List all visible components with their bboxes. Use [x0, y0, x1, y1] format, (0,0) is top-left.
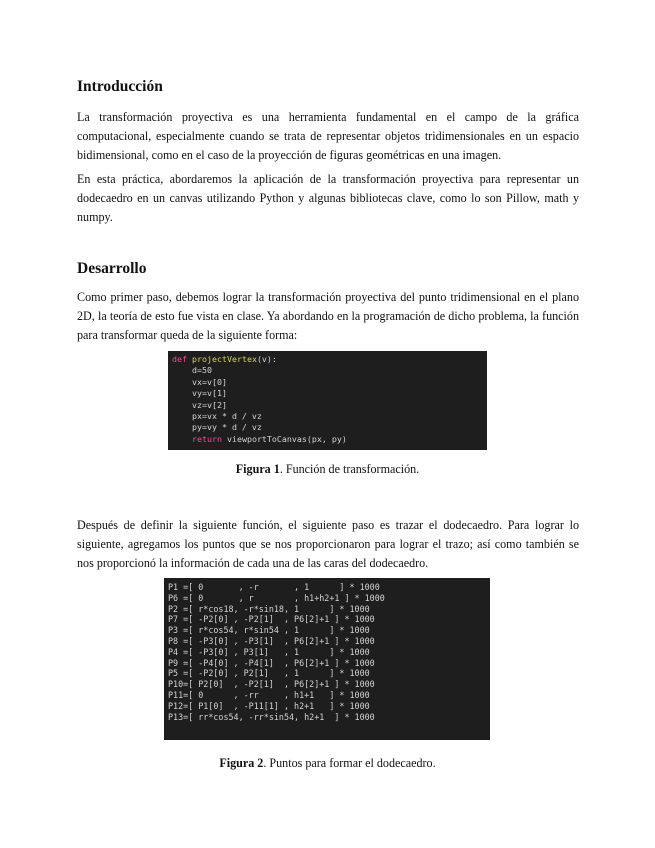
caption-label: Figura 2: [219, 756, 264, 770]
desarrollo-paragraph-2: Después de definir la siguiente función, el siguiente paso es trazar el dodecaedro. Para lograr lo siguiente, agregamos los puntos que se nos proporcionaron para lograr el trazo; así como también se nos proporcionó la información de cada una de las caras del dodecaedro.: [77, 518, 579, 570]
heading-desarrollo: Desarrollo: [77, 260, 147, 277]
code-text: (v):: [256, 354, 277, 364]
code-line: [172, 434, 483, 445]
code-keyword: return: [191, 433, 222, 444]
code-text: viewportToCanvas(px, py): [226, 433, 347, 444]
code-keyword: def: [172, 354, 187, 364]
code-line: P1 =[ 0 , -r , 1 ] * 1000: [168, 582, 380, 592]
code-line: P10=[ P2[0] , -P2[1] , P6[2]+1 ] * 1000: [168, 679, 375, 690]
code-line: d=50: [172, 365, 212, 376]
code-line: P12=[ P1[0] , -P11[1] , h2+1 ] * 1000: [168, 700, 370, 711]
code-line: P9 =[ -P4[0] , -P4[1] , P6[2]+1 ] * 1000: [168, 657, 375, 668]
code-line: vy=v[1]: [172, 388, 227, 399]
code-line: P6 =[ 0 , r , h1+h2+1 ] * 1000: [168, 592, 385, 603]
code-line: P2 =[ r*cos18, -r*sin18, 1 ] * 1000: [168, 603, 370, 614]
code-figure-2: [164, 578, 490, 740]
code-function-name: projectVertex: [192, 354, 257, 364]
code-line: P8 =[ -P3[0] , -P3[1] , P6[2]+1 ] * 1000: [168, 635, 375, 646]
code-figure-1: [168, 351, 487, 450]
caption-text: . Función de transformación.: [279, 462, 420, 476]
code-line: [172, 354, 483, 365]
code-line: P5 =[ -P2[0] , P2[1] , 1 ] * 1000: [168, 668, 370, 679]
code-line: P11=[ 0 , -rr , h1+1 ] * 1000: [168, 689, 370, 700]
figure-1-caption: [0, 462, 655, 477]
caption-label: Figura 1: [235, 462, 280, 476]
code-line: P3 =[ r*cos54, r*sin54 , 1 ] * 1000: [168, 625, 370, 636]
intro-paragraph-2: En esta práctica, abordaremos la aplicación de la transformación proyectiva para representar un dodecaedro en un canvas utilizando Python y algunas bibliotecas clave, como lo son Pillow, math y numpy.: [77, 172, 579, 224]
desarrollo-paragraph-1: Como primer paso, debemos lograr la transformación proyectiva del punto tridimensional en el plano 2D, la teoría de esto fue vista en clase. Ya abordando en la programación de dicho problema, la función para transformar queda de la siguiente forma:: [77, 290, 579, 342]
code-line: P4 =[ -P3[0] , P3[1] , 1 ] * 1000: [168, 646, 370, 657]
heading-introduccion: Introducción: [77, 78, 163, 95]
code-line: vz=v[2]: [172, 399, 227, 410]
code-line: vx=v[0]: [172, 376, 227, 387]
code-line: py=vy * d / vz: [172, 422, 262, 433]
intro-paragraph-1: La transformación proyectiva es una herramienta fundamental en el campo de la gráfica computacional, especialmente cuando se trata de representar objetos tridimensionales en un espacio bidimensional, como en el caso de la proyección de figuras geométricas en una imagen.: [77, 110, 579, 162]
caption-text: . Puntos para formar el dodecaedro.: [263, 756, 436, 770]
code-line: px=vx * d / vz: [172, 411, 262, 422]
code-line: P7 =[ -P2[0] , -P2[1] , P6[2]+1 ] * 1000: [168, 614, 375, 625]
code-line: P13=[ rr*cos54, -rr*sin54, h2+1 ] * 1000: [168, 711, 375, 722]
figure-2-caption: [0, 756, 655, 771]
